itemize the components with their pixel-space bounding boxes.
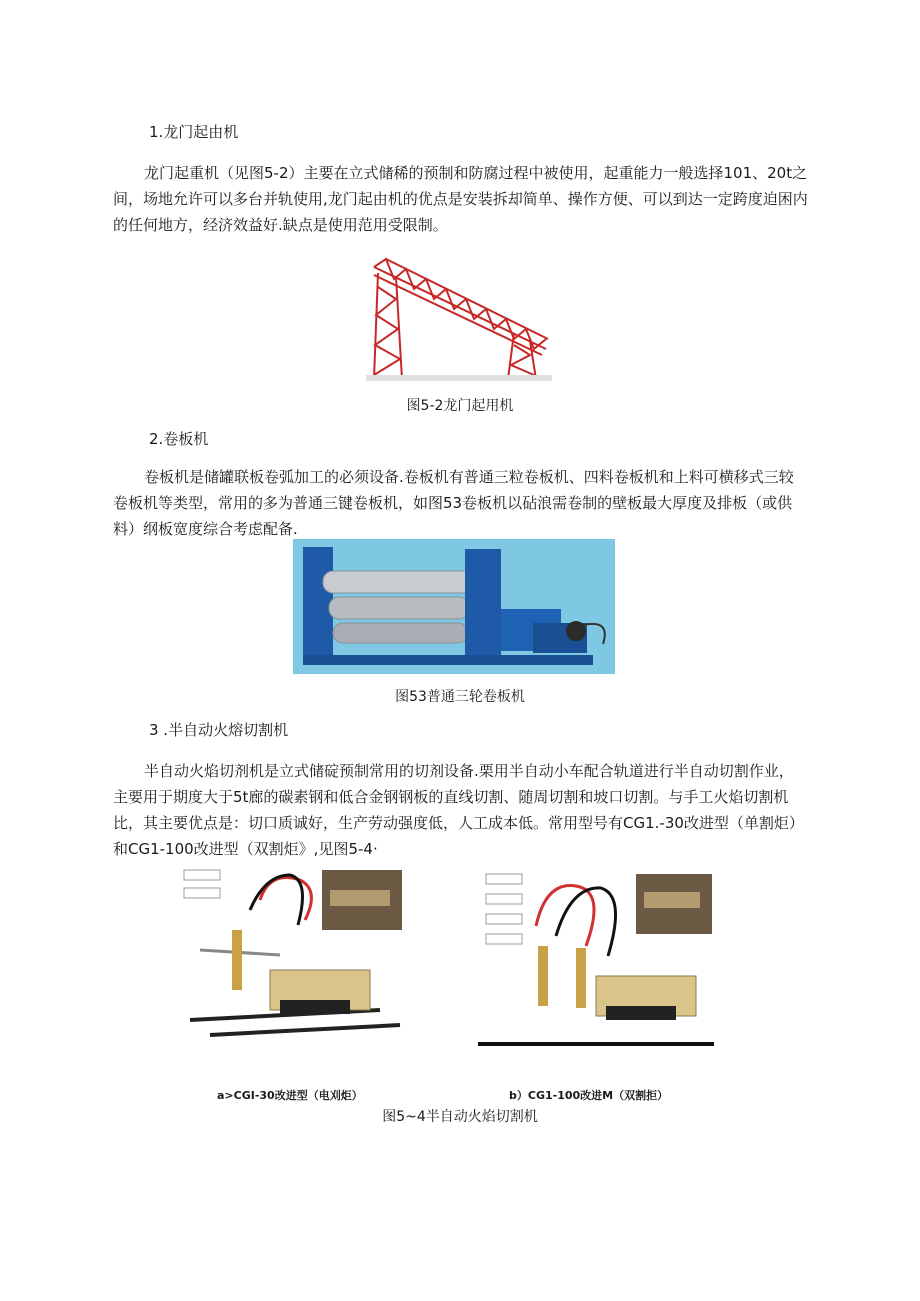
text-line: 和CG1-100改进型（双割炬》,见图5-4· [113,840,378,858]
paragraph-cutting-machine [113,758,833,862]
text-line: 卷板机等类型，常用的多为普通三键卷板机，如图53卷板机以砧浪需卷制的壁板最大厚度及排板（或供 [113,494,793,512]
paragraph-gantry-crane [113,160,833,238]
text-line: 半自动火焰切剂机是立式储碇预制常用的切剂设备.栗用半自动小车配合轨道进行半自动切割作业， [144,762,794,780]
plate-rolling-machine-image [293,539,615,674]
section-heading-cutting-machine: 3 .半自动火熔切割机 [149,721,289,739]
text-line: 卷板机是储罐联板卷弧加工的必须设备.卷板机有普通三粒卷板机、四料卷板机和上料可横移式三较 [144,468,794,486]
figure-caption-5-3: 图53普通三轮卷板机 [395,689,525,705]
text-line: 龙门起重机（见图5-2）主要在立式储稀的预制和防腐过程中被使用，起重能力一般选择101、20t之 [144,164,808,182]
figure-caption-5-4: 图5~4半自动火焰切割机 [382,1109,538,1125]
cutting-machine-a-image [180,860,406,1048]
gantry-crane-image [366,237,552,381]
text-line: 主要用于期度大于5t廊的碳素钢和低合金钢钢板的直线切割、随周切割和坡口切割。与手工火焰切割机 [113,788,789,806]
figure-caption-5-2: 图5-2龙门起用机 [406,398,514,414]
subcaption-b: b）CG1-100改进M（双割拒） [509,1089,669,1102]
text-line: 的任何地方，经济效益好.缺点是使用范用受限制。 [113,216,448,234]
text-line: 比，其主要优点是：切口质诚好，生产劳动强度低，人工成本低。常用型号有CG1.-30改进型（单割炬） [113,814,804,832]
text-line: 料）纲板宽度综合考虑配备. [113,520,298,538]
section-heading-gantry-crane: 1.龙门起由机 [149,123,239,141]
text-line: 间，场地允许可以多台并轨使用,龙门起由机的优点是安装拆却简单、操作方便、可以到达一定跨度迫困内 [113,190,808,208]
cutting-machine-b-image [476,866,716,1048]
paragraph-plate-rolling [113,464,833,542]
subcaption-a: a>CGI-30改进型（电刈炬） [217,1089,363,1102]
section-heading-plate-rolling: 2.卷板机 [149,430,209,448]
